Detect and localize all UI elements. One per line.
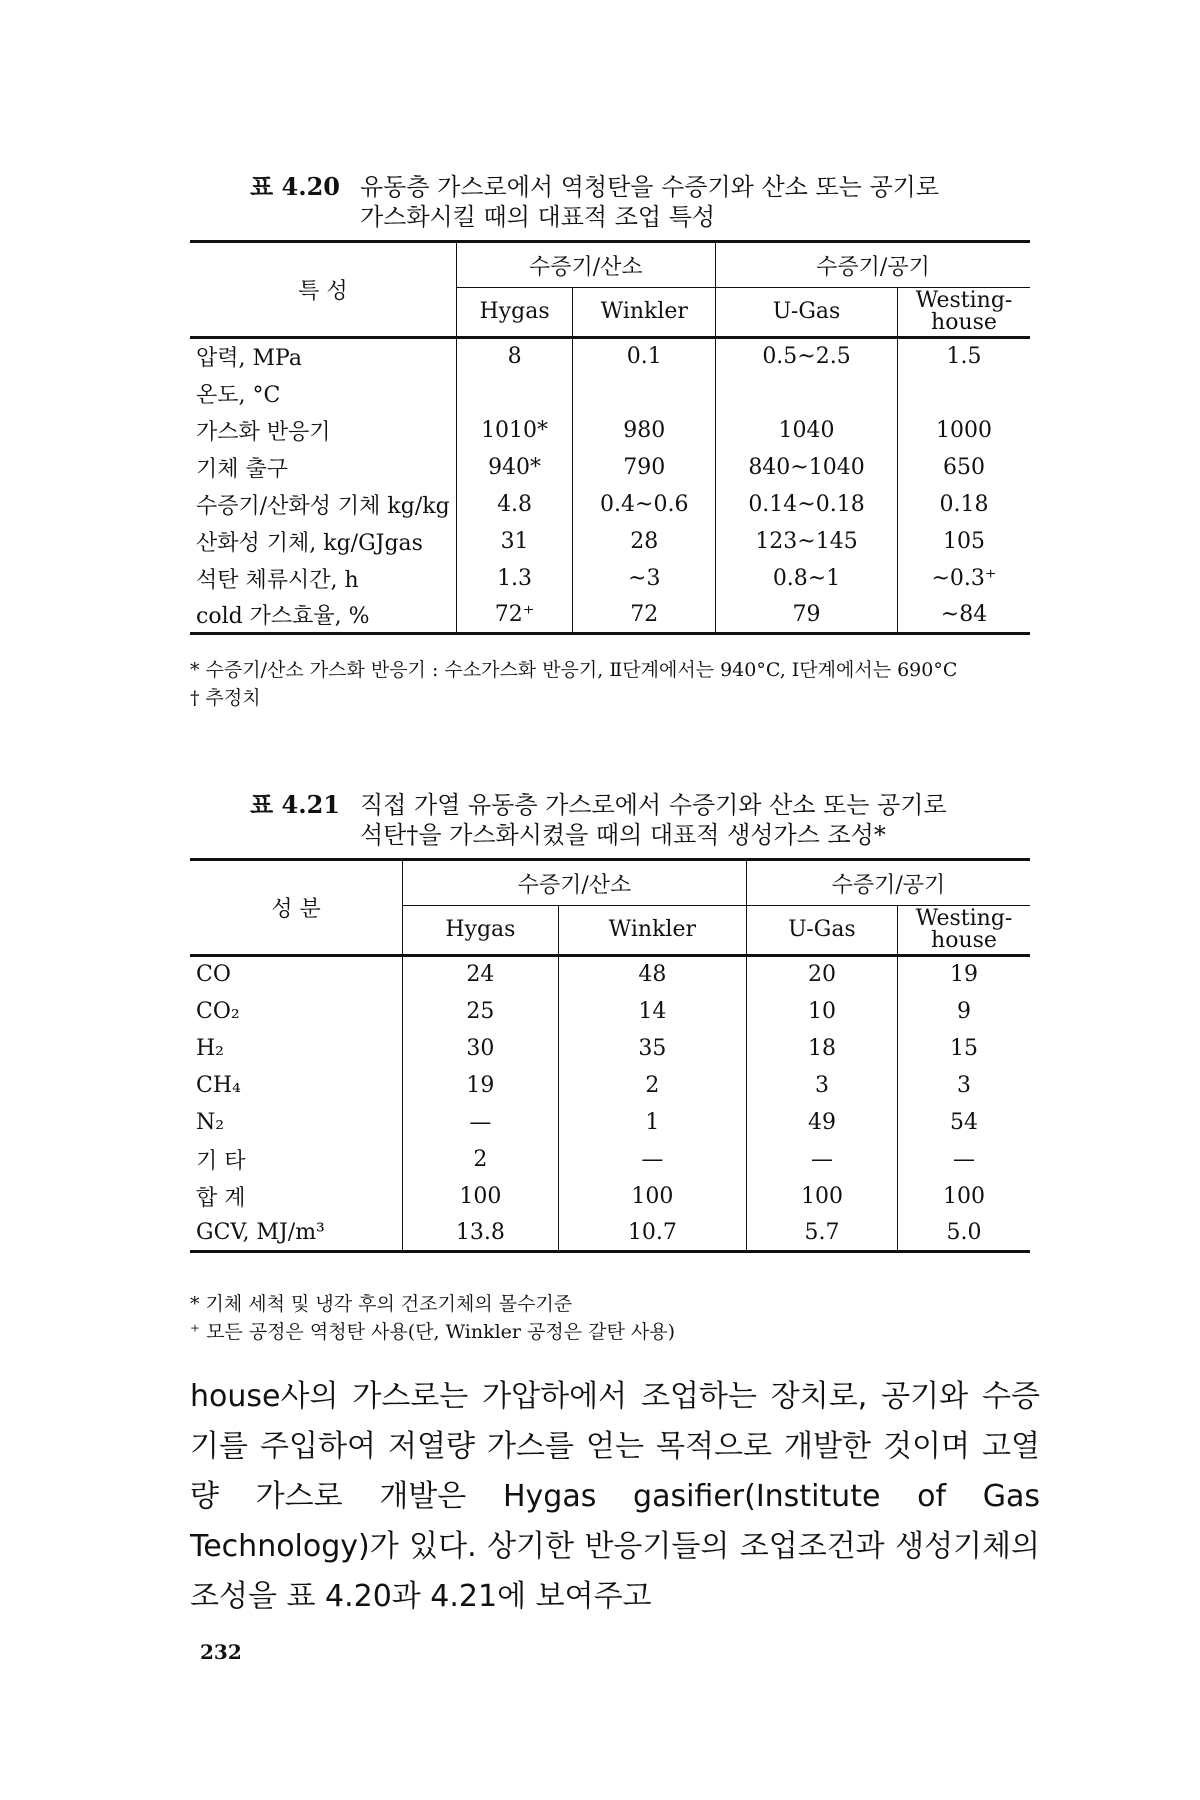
row-label: 산화성 기체, kg/GJgas <box>196 530 423 556</box>
cell-value: 0.1 <box>573 338 716 375</box>
cell-value: 100 <box>898 1178 1031 1215</box>
table-row <box>190 993 1030 1030</box>
cell-value: 2 <box>558 1067 746 1104</box>
row-label: 가스화 반응기 <box>196 419 331 445</box>
cell-value: 15 <box>898 1030 1031 1067</box>
row-label: 수증기/산화성 기체 kg/kg <box>196 493 450 519</box>
cell-value: 840~1040 <box>716 449 898 486</box>
table-row <box>190 560 1030 597</box>
cell-value: 0.8~1 <box>716 560 898 597</box>
cell-value: 25 <box>403 993 559 1030</box>
cell-value: 0.18 <box>898 486 1031 523</box>
cell-value: 1 <box>558 1104 746 1141</box>
table2-col-ugas: U-Gas <box>746 906 897 956</box>
cell-value: 1040 <box>716 412 898 449</box>
cell-value: 28 <box>573 523 716 560</box>
table-row <box>190 956 1030 993</box>
row-label: N₂ <box>196 1109 225 1135</box>
table2-number: 표 4.21 <box>250 790 340 819</box>
table2-col-winkler: Winkler <box>558 906 746 956</box>
table1-col-hygas: Hygas <box>456 288 573 338</box>
table-row <box>190 1067 1030 1104</box>
cell-value: 1000 <box>898 412 1031 449</box>
cell-value: 72 <box>573 597 716 634</box>
cell-value <box>898 375 1031 412</box>
cell-value: 980 <box>573 412 716 449</box>
cell-value: 100 <box>403 1178 559 1215</box>
table-row <box>190 338 1030 375</box>
cell-value: 14 <box>558 993 746 1030</box>
table2-col-hygas: Hygas <box>403 906 559 956</box>
table-row <box>190 375 1030 412</box>
table2-title-line2: 석탄†을 가스화시켰을 때의 대표적 생성가스 조성* <box>360 821 886 849</box>
page-number: 232 <box>200 1640 242 1664</box>
table2-col-westinghouse: Westing-house <box>898 906 1031 956</box>
cell-value: 10.7 <box>558 1215 746 1252</box>
cell-value: 650 <box>898 449 1031 486</box>
cell-value: 0.5~2.5 <box>716 338 898 375</box>
cell-value: 1010* <box>456 412 573 449</box>
table1-note1: * 수증기/산소 가스화 반응기 : 수소가스화 반응기, Ⅱ단계에서는 940°C, Ⅰ단계에서는 690°C <box>190 659 958 681</box>
table1-col-westinghouse: Westing-house <box>898 288 1031 338</box>
cell-value: 3 <box>898 1067 1031 1104</box>
table-row <box>190 597 1030 634</box>
table2 <box>190 858 1030 1253</box>
cell-value: 123~145 <box>716 523 898 560</box>
table2-note2: ⁺ 모든 공정은 역청탄 사용(단, Winkler 공정은 갈탄 사용) <box>190 1321 676 1343</box>
cell-value: ~84 <box>898 597 1031 634</box>
table2-group1: 수증기/산소 <box>403 860 747 906</box>
cell-value: 0.4~0.6 <box>573 486 716 523</box>
table-row <box>190 1178 1030 1215</box>
row-label: CO <box>196 962 231 988</box>
cell-value: 4.8 <box>456 486 573 523</box>
table-row <box>190 449 1030 486</box>
table-row <box>190 1215 1030 1252</box>
cell-value <box>456 375 573 412</box>
cell-value: 1.5 <box>898 338 1031 375</box>
row-label: H₂ <box>196 1035 225 1061</box>
cell-value: 1.3 <box>456 560 573 597</box>
cell-value: — <box>746 1141 897 1178</box>
cell-value <box>716 375 898 412</box>
row-label: 압력, MPa <box>196 346 302 372</box>
cell-value: 18 <box>746 1030 897 1067</box>
cell-value: 19 <box>403 1067 559 1104</box>
table-row <box>190 1030 1030 1067</box>
cell-value: 105 <box>898 523 1031 560</box>
cell-value: 30 <box>403 1030 559 1067</box>
cell-value: 790 <box>573 449 716 486</box>
cell-value: 20 <box>746 956 897 993</box>
table1-title-line1: 유동층 가스로에서 역청탄을 수증기와 산소 또는 공기로 <box>360 173 940 201</box>
cell-value: — <box>403 1104 559 1141</box>
cell-value: 79 <box>716 597 898 634</box>
table1-row-header: 특 성 <box>190 242 456 338</box>
table1-caption <box>250 172 1010 232</box>
body-paragraph: house사의 가스로는 가압하에서 조업하는 장치로, 공기와 수증기를 주입하여 저열량 가스를 얻는 목적으로 개발한 것이며 고열량 가스로 개발은 Hygas gasifier(Institute of Gas Technology)가 있다. 상기한 반응기들의 조업조건과 생성기체의 조성을 표 4.20과 4.21에 보여주고 <box>190 1379 1040 1614</box>
cell-value: — <box>558 1141 746 1178</box>
table1-group2: 수증기/공기 <box>716 242 1030 288</box>
cell-value: 13.8 <box>403 1215 559 1252</box>
cell-value: — <box>898 1141 1031 1178</box>
table1-col-winkler: Winkler <box>573 288 716 338</box>
table2-notes <box>190 1290 1040 1346</box>
table1-note2: † 추정치 <box>190 687 261 709</box>
cell-value: 31 <box>456 523 573 560</box>
table2-row-header: 성 분 <box>190 860 403 956</box>
row-label: cold 가스효율, % <box>190 597 456 634</box>
table2-note1: * 기체 세척 및 냉각 후의 건조기체의 몰수기준 <box>190 1293 573 1315</box>
cell-value: 5.0 <box>898 1215 1031 1252</box>
cell-value: 0.14~0.18 <box>716 486 898 523</box>
cell-value: ~0.3⁺ <box>898 560 1031 597</box>
cell-value: 19 <box>898 956 1031 993</box>
table-row <box>190 1104 1030 1141</box>
table1-title-line2: 가스화시킬 때의 대표적 조업 특성 <box>360 203 716 231</box>
table2-caption <box>250 790 1010 850</box>
cell-value: 24 <box>403 956 559 993</box>
cell-value: 35 <box>558 1030 746 1067</box>
cell-value: 49 <box>746 1104 897 1141</box>
cell-value: 940* <box>456 449 573 486</box>
row-label: CH₄ <box>196 1072 241 1098</box>
table1 <box>190 240 1030 635</box>
cell-value: 5.7 <box>746 1215 897 1252</box>
cell-value: 54 <box>898 1104 1031 1141</box>
cell-value: 10 <box>746 993 897 1030</box>
row-label: 합 계 <box>196 1185 246 1211</box>
row-label: GCV, MJ/m³ <box>190 1215 403 1252</box>
table2-group2: 수증기/공기 <box>746 860 1030 906</box>
cell-value: 2 <box>403 1141 559 1178</box>
row-label: CO₂ <box>196 998 240 1024</box>
table1-notes <box>190 656 1040 712</box>
row-label: 온도, °C <box>196 382 281 408</box>
cell-value: 8 <box>456 338 573 375</box>
table-row <box>190 412 1030 449</box>
table1-col-ugas: U-Gas <box>716 288 898 338</box>
table-row <box>190 486 1030 523</box>
table1-number: 표 4.20 <box>250 172 340 201</box>
cell-value: 100 <box>746 1178 897 1215</box>
table2-title-line1: 직접 가열 유동층 가스로에서 수증기와 산소 또는 공기로 <box>360 791 947 819</box>
cell-value: 100 <box>558 1178 746 1215</box>
table1-group1: 수증기/산소 <box>456 242 715 288</box>
row-label: 기체 출구 <box>196 456 289 482</box>
cell-value: 48 <box>558 956 746 993</box>
table-row <box>190 523 1030 560</box>
cell-value <box>573 375 716 412</box>
cell-value: 72⁺ <box>456 597 573 634</box>
cell-value: 9 <box>898 993 1031 1030</box>
cell-value: 3 <box>746 1067 897 1104</box>
cell-value: ~3 <box>573 560 716 597</box>
row-label: 석탄 체류시간, h <box>196 567 359 593</box>
row-label: 기 타 <box>196 1148 246 1174</box>
table-row <box>190 1141 1030 1178</box>
